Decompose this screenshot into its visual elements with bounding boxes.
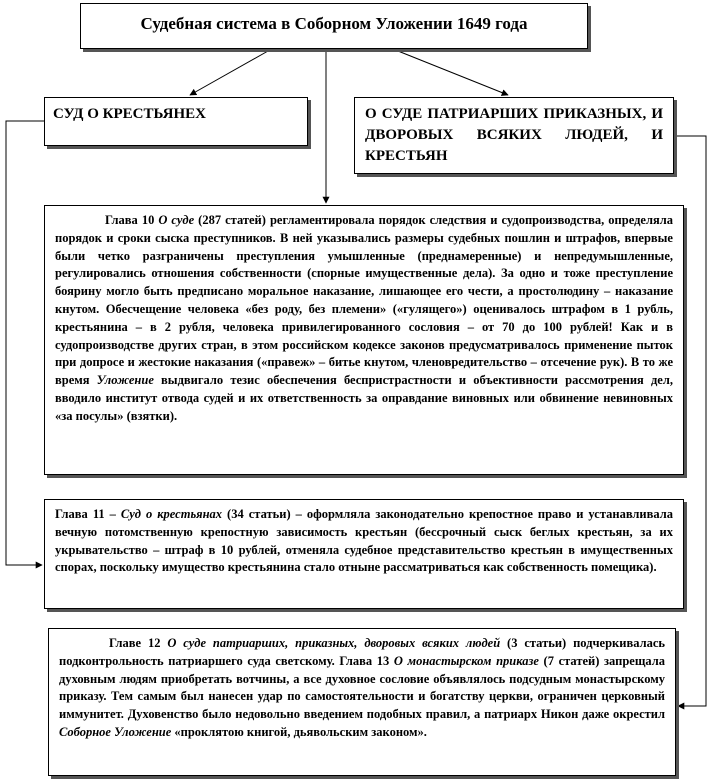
chapter11-body: (34 статьи) – оформляла законодательно крепостное право и устанавливала вечную потомственную крепостную зависимость крестьян (бессрочный сыск беглых крестьян, за их укрывательство – штраф в 10 рублей, отменяла судебное представительство крестьян в имущественных спорах, поскольку имущество крестьянина стало отныне рассматриваться как собственность помещика). (55, 507, 673, 575)
title-text: Судебная система в Соборном Уложении 1649 года (140, 14, 528, 33)
chapter10-text2: выдвигало тезис обеспечения беспристрастности и объективности рассмотрения дел, вводило институт отвода судей и их ответственность за оправдание виновных или обвинение невиновных «за посулы» (взятки). (55, 373, 673, 423)
court-patriarchal-label: О СУДЕ ПАТРИАРШИХ ПРИКАЗНЫХ, И ДВОРОВЫХ ВСЯКИХ ЛЮДЕЙ, И КРЕСТЬЯН (365, 106, 663, 164)
chapter10-box (44, 205, 684, 475)
chapter11-name: Суд о крестьянах (120, 507, 223, 521)
arrow-title-to-right (398, 51, 508, 95)
chapter10-text1: (287 статей) регламентировала порядок следствия и судопроизводства, определяла порядок и сроки сыска преступников. В ней указывались размеры судебных пошлин и штрафов, впервые были четко разграничены преступления умышленные (преднамеренные) и непредумышленные, регулировались отношения собственности (спорные имущественные дела). За одно и тоже преступление боярину могло быть предписано моральное наказание, лишающее его чести, а простолюдину – наказание кнутом. Обесчещение человека «без роду, без племени» («гулящего») оценивалось штрафом в 1 рубль, крестьянина – в 2 рубля, человека привилегированного сословия – от 70 до 100 рублей! Как и в судопроизводстве других стран, в этом российском кодексе законов предусматривалось применение пыток при допросе и жестокие наказания («правеж» – битье кнутом, членовредительство – отсечение рук). В то же время (55, 213, 673, 388)
court-peasants-label: СУД О КРЕСТЬЯНЕХ (53, 106, 206, 122)
arrow-title-to-left (190, 51, 268, 95)
chapter11-prefix: Глава 11 – (55, 507, 121, 521)
chapter12-box (48, 628, 676, 776)
chapter12-text1: (3 статьи) подчеркивалась подконтрольность патриаршего суда светскому. Глава 13 (59, 636, 665, 668)
chapter13-name: О монастырском приказе (393, 653, 539, 668)
chapter10-name: О суде (158, 213, 195, 227)
chapter12-name: О суде патриарших, приказных, дворовых всяких людей (167, 636, 501, 650)
diagram-title (80, 3, 588, 49)
chapter10-text (55, 212, 673, 426)
court-patriarchal-box (354, 97, 674, 174)
chapter12-text (59, 635, 665, 742)
chapter12-prefix: Главе 12 (109, 636, 168, 650)
chapter12-text3: «проклятою книгой, дьявольским законом». (171, 724, 427, 739)
court-peasants-box (44, 97, 308, 146)
chapter11-box (44, 499, 684, 609)
chapter11-text (55, 506, 673, 577)
arrow-left-to-chapter11 (6, 121, 44, 565)
chapter10-prefix: Глава 10 (105, 213, 159, 227)
chapter12-term: Соборное Уложение (59, 724, 172, 739)
chapter12-text2: (7 статей) запрещала духовным людям приобретать вотчины, а все духовное сословие объявлялось подсудным монастырскому приказу. Тем самым был нанесен удар по самостоятельности и богатству церкви, ограничен церковный иммунитет. Духовенство было недовольно введением подобных правил, а патриарх Никон даже окрестил (59, 653, 665, 722)
chapter10-term: Уложение (96, 373, 154, 388)
